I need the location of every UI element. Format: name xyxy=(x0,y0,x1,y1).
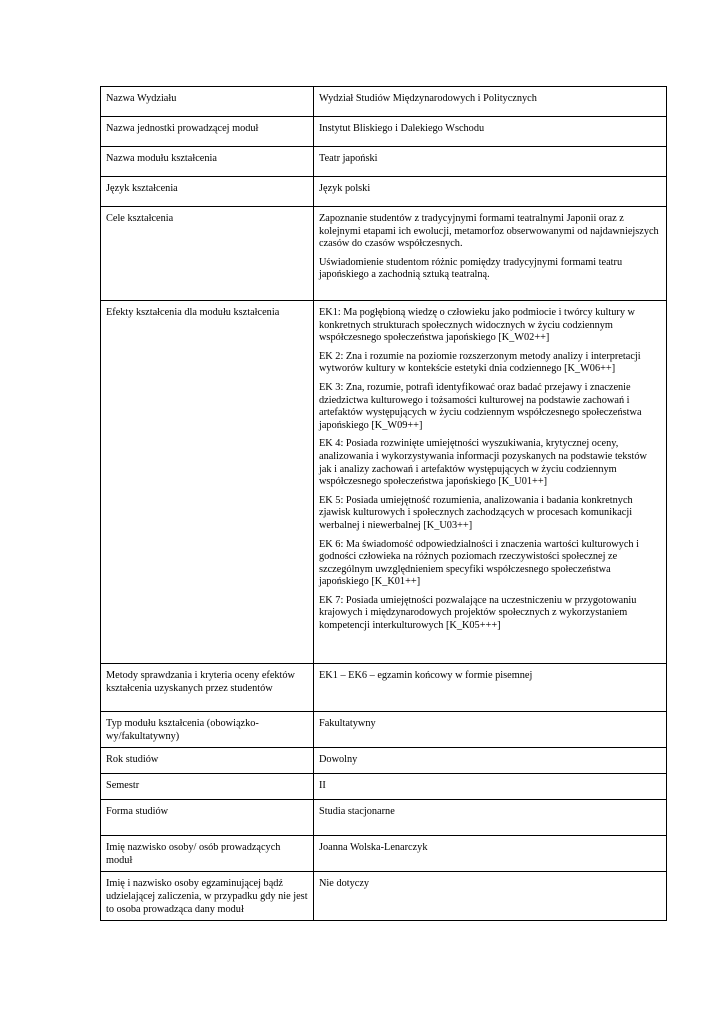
row-value xyxy=(314,177,667,207)
row-label: Typ modułu kształcenia (obowiązko-wy/fakultatywny) xyxy=(101,712,314,748)
row-value xyxy=(314,87,667,117)
value-text: Teatr japoński xyxy=(319,153,378,164)
value-text: Język polski xyxy=(319,183,371,194)
row-value xyxy=(314,800,667,836)
row-value xyxy=(314,207,667,301)
row-label: Imię i nazwisko osoby egzaminującej bądź udzielającej zaliczenia, w przypadku gdy nie jest to osoba prowadząca dany moduł xyxy=(101,872,314,921)
value-text: Studia stacjonarne xyxy=(319,806,395,818)
table-row xyxy=(101,774,667,800)
row-label: Nazwa jednostki prowadzącej moduł xyxy=(101,117,314,147)
table-row xyxy=(101,177,667,207)
learning-outcome: EK 2: Zna i rozumie na poziomie rozszerzonym metody analizy i interpretacji wytworów kultury w kontekście estetyki dnia codziennego [K_W06++] xyxy=(319,350,641,375)
value-text: Fakultatywny xyxy=(319,718,376,729)
value-text: Dowolny xyxy=(319,754,358,766)
row-value xyxy=(314,664,667,712)
table-row xyxy=(101,748,667,774)
table-row xyxy=(101,147,667,177)
row-value xyxy=(314,301,667,664)
row-label: Imię nazwisko osoby/ osób prowadzących moduł xyxy=(101,836,314,872)
row-label: Efekty kształcenia dla modułu kształcenia xyxy=(101,301,314,664)
row-value xyxy=(314,147,667,177)
syllabus-table xyxy=(100,86,667,921)
row-label: Język kształcenia xyxy=(101,177,314,207)
learning-outcome: EK 3: Zna, rozumie, potrafi identyfikować oraz badać przejawy i znaczenie dziedzictwa kulturowego i tożsamości kulturowej na podstawie zachowań i artefaktów występujących w życiu codziennym współczesnego społeczeństwa japońskiego [K_W09++] xyxy=(319,381,642,431)
table-row xyxy=(101,872,667,921)
table-row xyxy=(101,712,667,748)
row-value xyxy=(314,872,667,921)
learning-outcome: EK 6: Ma świadomość odpowiedzialności i znaczenia wartości kulturowych i godności człowieka na różnych poziomach rzeczywistości społecznej ze szczególnym uwzględnieniem specyfiki współczesnego społeczeństwa japońskiego [K_K01++] xyxy=(319,538,639,588)
row-label: Nazwa modułu kształcenia xyxy=(101,147,314,177)
row-value xyxy=(314,774,667,800)
value-text: Zapoznanie studentów z tradycyjnymi formami teatralnymi Japonii oraz z kolejnymi etapami ich ewolucji, metamorfoz obserwowanymi od najdawniejszych czasów do czasów współczesnych. xyxy=(319,213,659,250)
value-text: Wydział Studiów Międzynarodowych i Politycznych xyxy=(319,93,537,104)
table-row xyxy=(101,87,667,117)
value-text: EK1 – EK6 – egzamin końcowy w formie pisemnej xyxy=(319,670,533,681)
value-text: Instytut Bliskiego i Dalekiego Wschodu xyxy=(319,123,485,134)
value-text: Nie dotyczy xyxy=(319,878,370,890)
row-value xyxy=(314,712,667,748)
row-label: Nazwa Wydziału xyxy=(101,87,314,117)
table-row xyxy=(101,664,667,712)
learning-outcome: EK 7: Posiada umiejętności pozwalające na uczestniczeniu w przygotowaniu krajowych i międzynarodowych projektów społecznych z wykorzystaniem kompetencji interkulturowych [K_K05+++] xyxy=(319,594,637,632)
value-text: Joanna Wolska-Lenarczyk xyxy=(319,842,428,854)
table-row xyxy=(101,207,667,301)
row-label: Cele kształcenia xyxy=(101,207,314,301)
value-text: Uświadomienie studentom różnic pomiędzy tradycyjnymi formami teatru japońskiego a zachodnią sztuką teatralną. xyxy=(319,256,623,281)
row-label: Forma studiów xyxy=(101,800,314,836)
row-label: Metody sprawdzania i kryteria oceny efektów kształcenia uzyskanych przez studentów xyxy=(101,664,314,712)
learning-outcome: EK 5: Posiada umiejętność rozumienia, analizowania i badania konkretnych zjawisk kulturowych i społecznych zachodzących w procesach komunikacji werbalnej i niewerbalnej [K_U03++] xyxy=(319,494,633,531)
learning-outcome: EK 4: Posiada rozwinięte umiejętności wyszukiwania, krytycznej oceny, analizowania i wykorzystywania informacji pozyskanych na podstawie tekstów jak i analizy zachowań i artefaktów występujących w życiu codziennym współczesnego społeczeństwa japońskiego [K_U01++] xyxy=(319,438,647,488)
row-value xyxy=(314,836,667,872)
value-text: II xyxy=(319,780,326,792)
learning-outcome: EK1: Ma pogłębioną wiedzę o człowieku jako podmiocie i twórcy kultury w konkretnych strukturach społecznych widocznych w życiu codziennym współczesnego społeczeństwa japońskiego [K_W02++] xyxy=(319,307,635,344)
table-row xyxy=(101,836,667,872)
table-row xyxy=(101,117,667,147)
row-label: Semestr xyxy=(101,774,314,800)
table-row xyxy=(101,800,667,836)
row-value xyxy=(314,748,667,774)
row-value xyxy=(314,117,667,147)
document-page xyxy=(100,86,666,921)
row-label: Rok studiów xyxy=(101,748,314,774)
table-row xyxy=(101,301,667,664)
